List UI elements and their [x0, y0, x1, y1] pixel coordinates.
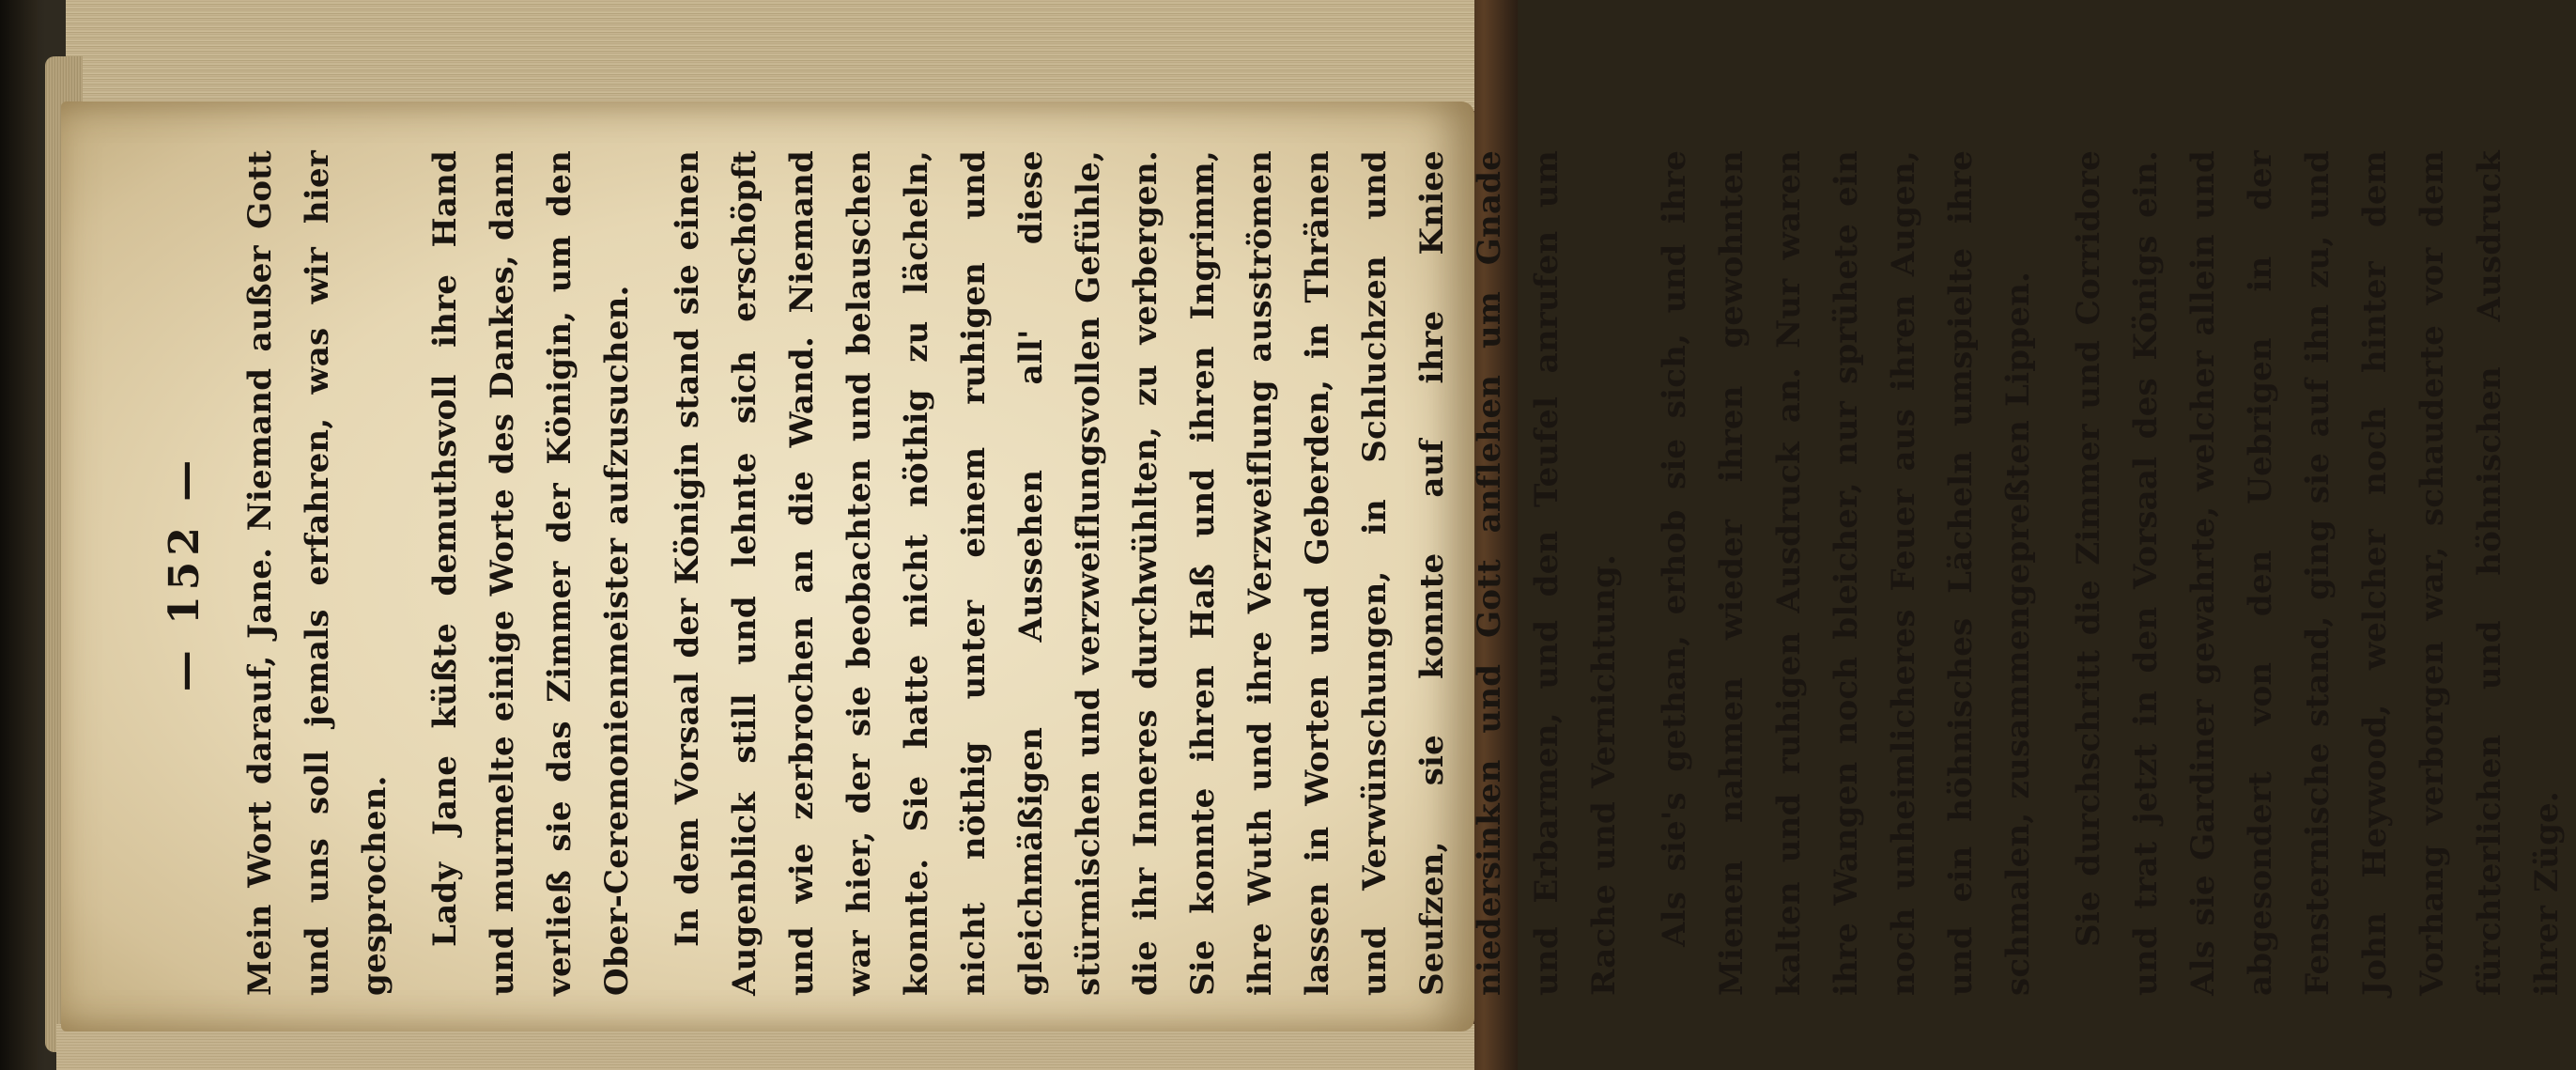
paragraph-5: Sie durchschritt die Zimmer und Corridore und trat jetzt in den Vorsaal des Königs ein. Als sie Gardiner gewahrte, welcher allein und abgesondert von den Uebrigen in der Fensternische stand, ging sie auf ihn zu, und John Heywood, welcher noch hinter dem Vorhang verborgen war, schauderte vor dem fürchterlichen und höhnischen Ausdruck ihrer Züge. — [2070, 150, 2566, 996]
paragraph-4: Als sie's gethan, erhob sie sich, und ihre Mienen nahmen wieder ihren gewohnten kalten und ruhigen Ausdruck an. Nur waren ihre Wangen noch bleicher, nur sprühete ein noch unheimlicheres Feuer aus ihren Augen, und ein höhnisches Lächeln umspielte ihre schmalen, zusammengepreßten Lippen. — [1656, 150, 2037, 996]
page-edges-top — [66, 0, 1474, 111]
page-number: — 152 — — [161, 454, 208, 692]
paragraph-2: Lady Jane küßte demuthsvoll ihre Hand und murmelte einige Worte des Dankes, dann verließ sie das Zimmer der Königin, um den Ober-Ceremonienmeister aufzusuchen. — [426, 150, 636, 996]
book-cover-left — [0, 0, 38, 1070]
paragraph-3: In dem Vorsaal der Königin stand sie einen Augenblick still und lehnte sich erschöpft und wie zerbrochen an die Wand. Niemand war hier, der sie beobachten und belauschen konnte. Sie hatte nicht nöthig zu lächeln, nicht nöthig unter einem ruhigen und gleichmäßigen Aussehen all' diese stürmischen und verzweiflungsvollen Gefühle, die ihr Inneres durchwühlten, zu verbergen. Sie konnte ihren Haß und ihren Ingrimm, ihre Wuth und ihre Verzweiflung ausströmen lassen in Worten und Geberden, in Thränen und Verwünschungen, in Schluchzen und Seufzen, sie konnte auf ihre Kniee niedersinken und Gott anflehen um Gnade und Erbarmen, und den Teufel anrufen um Rache und Vernichtung. — [669, 150, 1623, 996]
rotated-text-block — [161, 150, 2566, 996]
paragraph-1: Mein Wort darauf, Jane. Niemand außer Gott und uns soll jemals erfahren, was wir hier gesprochen. — [241, 150, 393, 996]
